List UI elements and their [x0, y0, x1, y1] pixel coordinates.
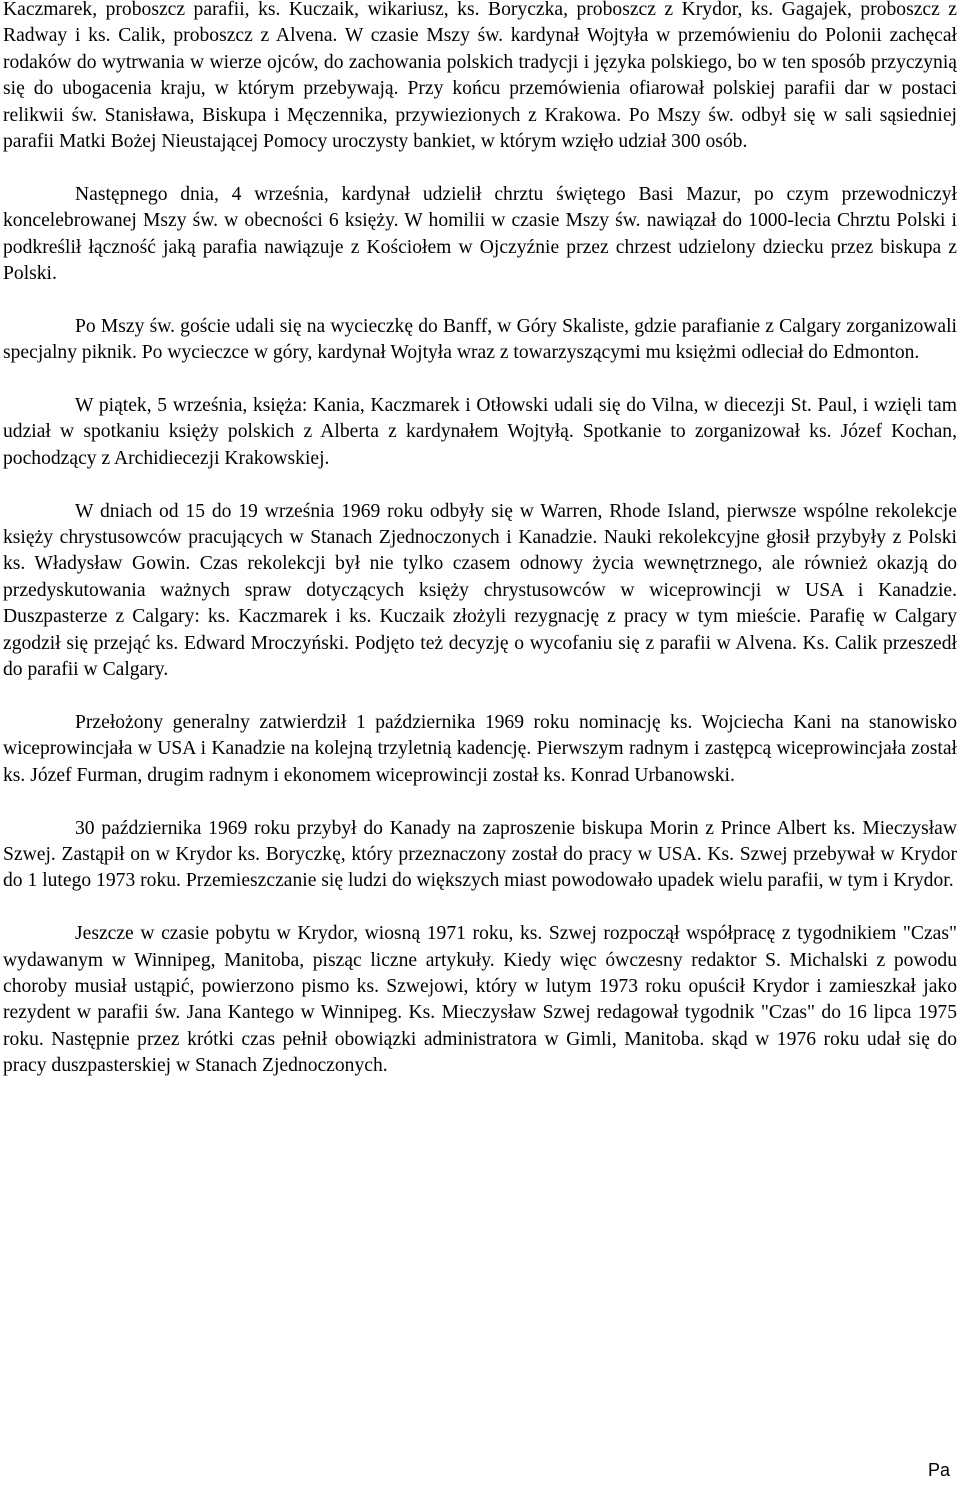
paragraph-gap — [3, 367, 957, 393]
paragraph-6: Przełożony generalny zatwierdził 1 października 1969 roku nominację ks. Wojciecha Kani na stanowisko wiceprowincjała w USA i Kanadzie na kolejną trzyletnią kadencję. Pierwszym radnym i zastępcą wiceprowincjała został ks. Józef Furman, drugim radnym i ekonomem wiceprowincji został ks. Konrad Urbanowski. — [3, 711, 957, 786]
paragraph-1: Kaczmarek, proboszcz parafii, ks. Kuczaik, wikariusz, ks. Boryczka, proboszcz z Krydor, ks. Gagajek, proboszcz z Radway i ks. Calik, proboszcz z Alvena. W czasie Mszy św. kardynał Wojtyła w przemówieniu do Polonii zachęcał rodaków do wytrwania w wierze ojców, do zachowania polskich tradycji i języka polskiego, bo w ten sposób przyczynią się do ubogacenia kraju, w którym przebywają. Przy końcu przemówienia ofiarował polskiej parafii dar w postaci relikwii św. Stanisława, Biskupa i Męczennika, przywiezionych z Krakowa. Po Mszy św. odbył się w sali sąsiedniej parafii Matki Bożej Nieustającej Pomocy uroczysty bankiet, w którym wzięło udział 300 osób. — [3, 0, 957, 153]
paragraph-gap — [3, 472, 957, 498]
paragraph-gap — [3, 684, 957, 710]
paragraph-gap — [3, 287, 957, 313]
paragraph-2: Następnego dnia, 4 września, kardynał udzielił chrztu świętego Basi Mazur, po czym przewodniczył koncelebrowanej Mszy św. w obecności 6 księży. W homilii w czasie Mszy św. nawiązał do 1000-lecia Chrztu Polski i podkreślił łączność jaką parafia nawiązuje z Kościołem w Ojczyźnie przez chrzest udzielony dziecku przez biskupa z Polski. — [3, 183, 957, 285]
paragraph-7: 30 października 1969 roku przybył do Kanady na zaproszenie biskupa Morin z Prince Albert ks. Mieczysław Szwej. Zastąpił on w Krydor ks. Boryczkę, który przeznaczony został do pracy w USA. Ks. Szwej przebywał w Krydor do 1 lutego 1973 roku. Przemieszczanie się ludzi do większych miast powodowało upadek wielu parafii, w tym i Krydor. — [3, 817, 957, 892]
paragraph-4: W piątek, 5 września, księża: Kania, Kaczmarek i Otłowski udali się do Vilna, w diecezji St. Paul, i wzięli tam udział w spotkaniu księży polskich z Alberta z kardynałem Wojtyłą. Spotkanie to zorganizował ks. Józef Kochan, pochodzący z Archidiecezji Krakowskiej. — [3, 395, 957, 469]
paragraph-5: W dniach od 15 do 19 września 1969 roku odbyły się w Warren, Rhode Island, pierwsze wspólne rekolekcje księży chrystusowców pracujących w Stanach Zjednoczonych i Kanadzie. Nauki rekolekcyjne głosił przybyły z Polski ks. Władysław Gowin. Czas rekolekcji był nie tylko czasem odnowy życia wewnętrznego, ale również okazją do przedyskutowania ważnych spraw dotyczących księży chrystusowców w wiceprowincji w USA i Kanadzie. Duszpasterze z Calgary: ks. Kaczmarek i ks. Kuczaik złożyli rezygnację z pracy w tym mieście. Parafię w Calgary zgodził się przejąć ks. Edward Mroczyński. Podjęto też decyzję o wycofaniu się z parafii w Alvena. Ks. Calik przeszedł do parafii w Calgary. — [3, 500, 957, 681]
paragraph-8: Jeszcze w czasie pobytu w Krydor, wiosną 1971 roku, ks. Szwej rozpoczął współpracę z tygodnikiem "Czas" wydawanym w Winnipeg, Manitoba, pisząc liczne artykuły. Kiedy więc ówczesny redaktor S. Michalski z powodu choroby musiał ustąpić, powierzono pismo ks. Szwejowi, który w lutym 1973 roku opuścił Krydor i zamieszkał jako rezydent w parafii św. Jana Kantego w Winnipeg. Ks. Mieczysław Szwej redagował tygodnik "Czas" do 16 lipca 1975 roku. Następnie przez krótki czas pełnił obowiązki administratora w Gimli, Manitoba. skąd w 1976 roku udał się do pracy duszpasterskiej w Stanach Zjednoczonych. — [3, 923, 957, 1077]
paragraph-gap — [3, 155, 957, 181]
document-page — [3, 0, 957, 1080]
page-footer-text: Pa — [927, 1460, 950, 1480]
paragraph-3: Po Mszy św. goście udali się na wycieczkę do Banff, w Góry Skaliste, gdzie parafianie z Calgary zorganizowali specjalny piknik. Po wycieczce w góry, kardynał Wojtyła wraz z towarzyszącymi mu księżmi odleciał do Edmonton. — [3, 315, 957, 364]
paragraph-gap — [3, 895, 957, 921]
paragraph-gap — [3, 789, 957, 815]
